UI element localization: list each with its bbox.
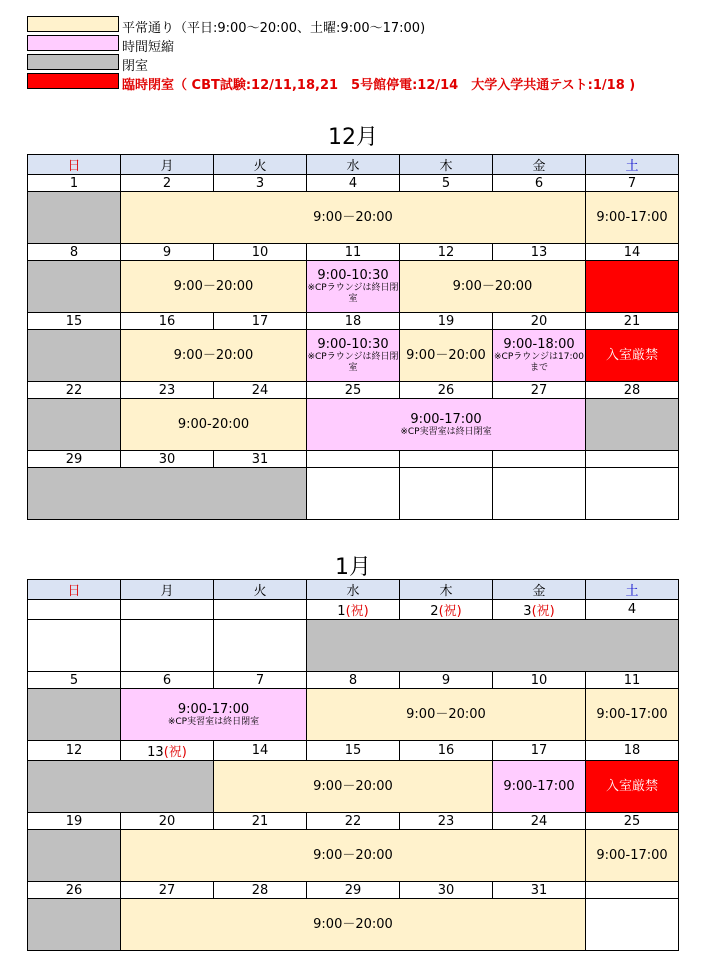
event-row: [28, 830, 679, 882]
date-number: 23: [437, 813, 455, 829]
event-note: ※CPラウンジは17:00まで: [494, 352, 584, 373]
date-cell: [493, 882, 586, 899]
date-cell: [400, 382, 493, 399]
legend-swatch-temp-closed: [27, 73, 119, 89]
date-cell: [493, 244, 586, 261]
date-number: 30: [158, 451, 176, 467]
event-cell-gray: [28, 899, 121, 951]
date-number: 31: [530, 882, 548, 898]
weekday-header: 土: [586, 155, 679, 175]
date-cell: [307, 813, 400, 830]
date-number: 21: [251, 813, 269, 829]
date-cell: [400, 244, 493, 261]
event-cell-normal: [121, 830, 586, 882]
event-cell-short: [121, 689, 307, 741]
weekday-header: 火: [214, 155, 307, 175]
weekday-header: 火: [214, 580, 307, 600]
legend-label-closed: 閉室: [122, 59, 149, 74]
date-cell: [307, 672, 400, 689]
date-number: 7: [627, 175, 637, 191]
date-number: 17: [251, 313, 269, 329]
date-cell: [586, 741, 679, 761]
event-note: ※CPラウンジは終日閉室: [307, 283, 399, 304]
date-cell: [586, 382, 679, 399]
event-cell-white: [586, 899, 679, 951]
date-number: 29: [344, 882, 362, 898]
date-cell: [586, 672, 679, 689]
event-hours: 9:00－20:00: [173, 348, 254, 363]
date-cell: [307, 600, 400, 620]
event-cell-normal: [307, 689, 586, 741]
event-cell-red: [586, 761, 679, 813]
date-number: 20: [158, 813, 176, 829]
date-cell: [493, 382, 586, 399]
event-cell-normal: [121, 192, 586, 244]
date-number: 26: [437, 382, 455, 398]
date-cell: [400, 451, 493, 468]
date-cell: [400, 813, 493, 830]
date-cell: [586, 882, 679, 899]
date-cell: [307, 741, 400, 761]
event-note: ※CP実習室は終日閉室: [400, 426, 492, 437]
date-number: 10: [530, 672, 548, 688]
date-cell: [586, 600, 679, 620]
holiday-mark: (祝): [438, 604, 462, 619]
event-hours: 9:00－20:00: [313, 210, 393, 225]
date-number: 3: [255, 175, 265, 191]
event-cell-normal: [586, 830, 679, 882]
date-number: 22: [65, 382, 83, 398]
event-hours: 9:00－20:00: [452, 279, 533, 294]
date-number: 11: [623, 672, 641, 688]
date-cell: [28, 244, 121, 261]
date-cell: [493, 741, 586, 761]
date-number: 26: [65, 882, 83, 898]
date-cell: [121, 382, 214, 399]
weekday-header: 水: [307, 580, 400, 600]
event-cell-short: [493, 761, 586, 813]
event-cell-gray: [28, 399, 121, 451]
date-cell: [307, 882, 400, 899]
date-number: 31: [251, 451, 269, 467]
date-number: 2: [162, 175, 172, 191]
event-cell-normal: [214, 761, 493, 813]
event-cell-gray: [28, 330, 121, 382]
date-number: 18: [623, 743, 641, 758]
date-cell: [214, 882, 307, 899]
event-hours: 9:00-18:00: [503, 337, 575, 352]
december-calendar: [27, 154, 679, 520]
date-number: 23: [158, 382, 176, 398]
weekday-header: 金: [493, 580, 586, 600]
december-title: 12月: [328, 125, 378, 150]
event-note: ※CP実習室は終日閉室: [167, 716, 260, 727]
date-number: 20: [530, 313, 548, 329]
date-number: 16: [437, 743, 455, 758]
event-cell-short: [307, 261, 400, 313]
january-calendar: [27, 579, 679, 951]
event-note: ※CPラウンジは終日閉室: [307, 352, 399, 373]
date-number: 21: [623, 313, 641, 329]
event-cell-normal: [586, 192, 679, 244]
weekday-header-row: [28, 580, 679, 600]
date-number: 6: [162, 672, 172, 688]
date-cell: [586, 175, 679, 192]
date-cell: [400, 741, 493, 761]
event-hours: 9:00－20:00: [313, 848, 393, 863]
event-row: [28, 330, 679, 382]
date-number: 11: [344, 244, 362, 260]
date-cell: [307, 244, 400, 261]
date-cell: [307, 175, 400, 192]
event-hours: 9:00－20:00: [406, 707, 486, 722]
event-row: [28, 761, 679, 813]
date-number: 16: [158, 313, 176, 329]
date-number: 24: [251, 382, 269, 398]
event-row: [28, 468, 679, 520]
date-row: [28, 451, 679, 468]
legend-label-temp-closed: 臨時閉室（ CBT試験:12/11,18,21 5号館停電:12/14 大学入学共通テスト:1/18 ): [122, 78, 636, 93]
date-cell: [28, 451, 121, 468]
weekday-header: 日: [28, 580, 121, 600]
event-cell-normal: [586, 689, 679, 741]
event-cell-gray: [586, 399, 679, 451]
date-row: [28, 313, 679, 330]
date-number: 27: [158, 882, 176, 898]
date-number: 15: [344, 743, 362, 758]
event-cell-normal: [121, 899, 586, 951]
event-hours: 9:00-17:00: [410, 411, 482, 427]
date-number: 13: [530, 244, 548, 260]
date-cell: [214, 382, 307, 399]
date-cell: [28, 313, 121, 330]
date-cell: [493, 813, 586, 830]
date-number: 8: [348, 672, 358, 688]
date-cell: [28, 175, 121, 192]
date-cell: [214, 741, 307, 761]
event-row: [28, 689, 679, 741]
date-cell: [307, 451, 400, 468]
date-number: 19: [437, 313, 455, 329]
event-cell-normal: [121, 399, 307, 451]
date-number: 27: [530, 382, 548, 398]
date-number: 13: [147, 745, 164, 760]
date-row: [28, 600, 679, 620]
date-cell: [121, 313, 214, 330]
event-cell-white: [28, 620, 121, 672]
date-row: [28, 741, 679, 761]
date-cell: [586, 244, 679, 261]
event-hours: 9:00-17:00: [596, 707, 668, 722]
date-number: 17: [530, 743, 548, 758]
date-row: [28, 175, 679, 192]
event-cell-white: [121, 620, 214, 672]
holiday-mark: (祝): [163, 745, 187, 760]
date-cell: [121, 451, 214, 468]
date-number: 10: [251, 244, 269, 260]
event-cell-gray: [28, 261, 121, 313]
date-cell: [493, 600, 586, 620]
date-number: 19: [65, 813, 83, 829]
weekday-header: 木: [400, 155, 493, 175]
date-cell: [307, 382, 400, 399]
date-number: 25: [623, 813, 641, 829]
date-cell: [214, 672, 307, 689]
event-cell-short: [307, 399, 586, 451]
event-hours: 9:00-10:30: [317, 337, 389, 352]
date-row: [28, 382, 679, 399]
date-cell: [28, 382, 121, 399]
weekday-header-row: [28, 155, 679, 175]
date-number: 12: [437, 244, 455, 260]
date-number: 25: [344, 382, 362, 398]
event-hours: 9:00-17:00: [177, 701, 250, 717]
event-row: [28, 192, 679, 244]
date-cell: [121, 813, 214, 830]
date-cell: [214, 451, 307, 468]
weekday-header: 木: [400, 580, 493, 600]
event-cell-normal: [121, 261, 307, 313]
event-cell-red: [586, 330, 679, 382]
january-title: 1月: [335, 555, 371, 580]
date-cell: [400, 882, 493, 899]
event-cell-gray: [307, 620, 679, 672]
event-cell-red: [586, 261, 679, 313]
holiday-mark: (祝): [345, 604, 369, 619]
weekday-header: 水: [307, 155, 400, 175]
date-number: 14: [251, 743, 269, 758]
event-cell-gray: [28, 468, 307, 520]
date-cell: [586, 313, 679, 330]
legend-swatch-normal: [27, 16, 119, 32]
date-cell: [214, 244, 307, 261]
legend-label-short: 時間短縮: [122, 40, 175, 55]
date-number: 14: [623, 244, 641, 260]
event-row: [28, 620, 679, 672]
event-cell-short: [307, 330, 400, 382]
legend-label-normal: 平常通り（平日:9:00〜20:00、土曜:9:00〜17:00): [122, 21, 426, 36]
date-cell: [214, 175, 307, 192]
date-cell: [493, 672, 586, 689]
date-cell: [121, 175, 214, 192]
date-cell: [493, 175, 586, 192]
date-number: 28: [251, 882, 269, 898]
event-hours: 9:00－20:00: [173, 279, 254, 294]
event-hours: 9:00-20:00: [177, 417, 250, 432]
date-cell: [214, 813, 307, 830]
event-cell-gray: [28, 830, 121, 882]
event-hours: 9:00－20:00: [406, 348, 486, 363]
event-hours: 9:00-10:30: [317, 268, 389, 283]
date-number: 15: [65, 313, 83, 329]
date-cell: [121, 600, 214, 620]
holiday-mark: (祝): [531, 604, 555, 619]
date-cell: [28, 882, 121, 899]
event-cell-gray: [28, 689, 121, 741]
date-cell: [493, 313, 586, 330]
event-cell-white: [400, 468, 493, 520]
event-row: [28, 261, 679, 313]
date-cell: [121, 741, 214, 761]
event-cell-gray: [28, 192, 121, 244]
date-cell: [28, 672, 121, 689]
legend-swatch-closed: [27, 54, 119, 70]
date-cell: [28, 813, 121, 830]
event-hours: 9:00－20:00: [313, 917, 393, 932]
date-number: 4: [348, 175, 358, 191]
event-cell-white: [214, 620, 307, 672]
date-cell: [400, 600, 493, 620]
event-cell-gray: [28, 761, 214, 813]
event-cell-short: [493, 330, 586, 382]
date-number: 4: [627, 602, 637, 617]
event-hours: 入室厳禁: [605, 348, 658, 363]
date-cell: [400, 313, 493, 330]
date-number: 28: [623, 382, 641, 398]
date-cell: [28, 600, 121, 620]
weekday-header: 土: [586, 580, 679, 600]
date-number: 24: [530, 813, 548, 829]
date-cell: [121, 672, 214, 689]
weekday-header: 日: [28, 155, 121, 175]
event-hours: 9:00-17:00: [503, 779, 575, 794]
date-number: 5: [441, 175, 451, 191]
event-cell-white: [493, 468, 586, 520]
date-number: 3: [523, 604, 532, 619]
event-cell-normal: [400, 330, 493, 382]
date-cell: [121, 882, 214, 899]
weekday-header: 金: [493, 155, 586, 175]
event-hours: 入室厳禁: [605, 779, 658, 794]
event-cell-normal: [400, 261, 586, 313]
date-number: 6: [534, 175, 544, 191]
event-cell-white: [586, 468, 679, 520]
legend-swatch-short: [27, 35, 119, 51]
date-number: 22: [344, 813, 362, 829]
date-number: 7: [255, 672, 265, 688]
date-row: [28, 244, 679, 261]
date-cell: [28, 741, 121, 761]
date-row: [28, 882, 679, 899]
weekday-header: 月: [121, 580, 214, 600]
date-row: [28, 813, 679, 830]
date-number: 9: [162, 244, 172, 260]
event-hours: 9:00-17:00: [596, 210, 668, 225]
event-cell-normal: [121, 330, 307, 382]
event-row: [28, 899, 679, 951]
date-cell: [586, 813, 679, 830]
date-cell: [493, 451, 586, 468]
date-number: 12: [65, 743, 83, 758]
date-number: 5: [69, 672, 79, 688]
date-number: 1: [337, 604, 346, 619]
date-number: 29: [65, 451, 83, 467]
date-cell: [121, 244, 214, 261]
date-cell: [214, 600, 307, 620]
date-number: 18: [344, 313, 362, 329]
date-cell: [400, 175, 493, 192]
event-cell-white: [307, 468, 400, 520]
date-cell: [586, 451, 679, 468]
date-number: 1: [69, 175, 79, 191]
date-cell: [307, 313, 400, 330]
date-cell: [400, 672, 493, 689]
date-number: 30: [437, 882, 455, 898]
event-hours: 9:00-17:00: [596, 848, 668, 863]
date-row: [28, 672, 679, 689]
event-hours: 9:00－20:00: [313, 779, 393, 794]
date-number: 9: [441, 672, 451, 688]
date-number: 8: [69, 244, 79, 260]
event-row: [28, 399, 679, 451]
date-number: 2: [430, 604, 439, 619]
weekday-header: 月: [121, 155, 214, 175]
date-cell: [214, 313, 307, 330]
